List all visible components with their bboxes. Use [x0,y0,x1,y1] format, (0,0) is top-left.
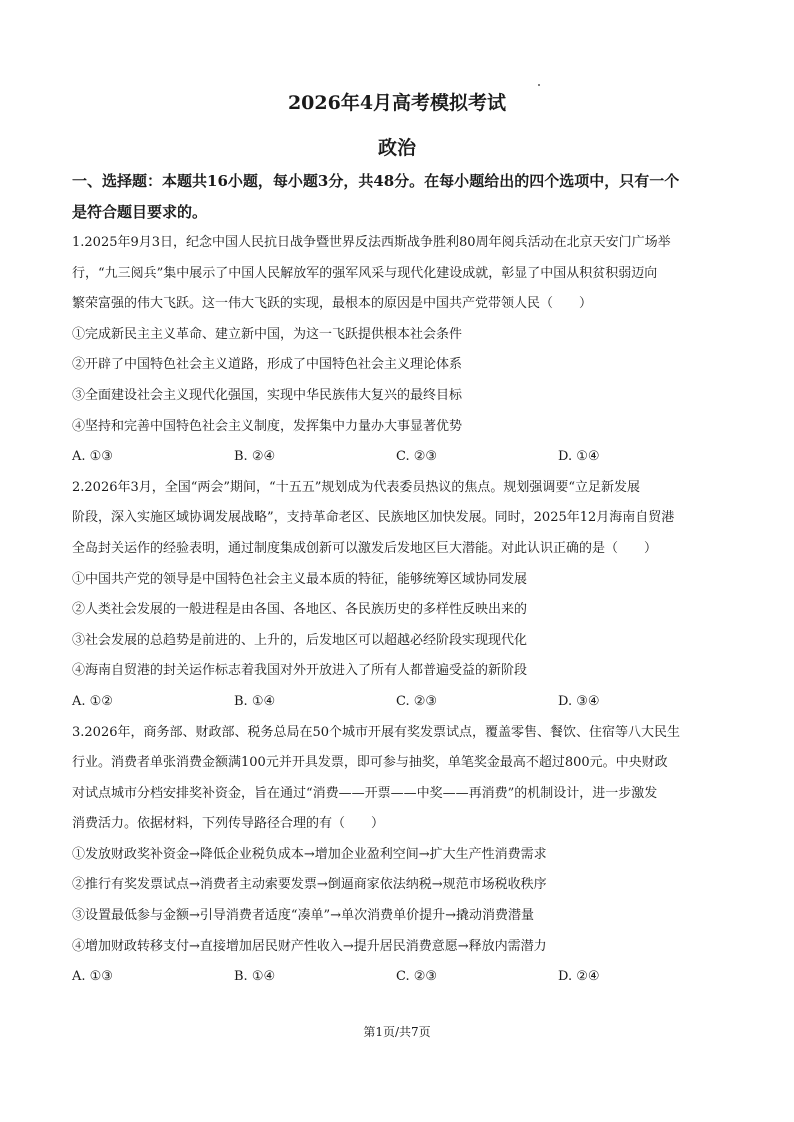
statement-3: ③设置最低参与金额→引导消费者适度“凑单”→单次消费单价提升→撬动消费潜量 [72,908,534,924]
subject-title: 政治 [377,137,416,159]
question-2 [72,473,754,718]
option-a: A. ①③ [72,969,113,985]
option-c: C. ②③ [396,693,438,709]
question-stem-line: 全岛封关运作的经验表明，通过制度集成创新可以激发后发地区巨大潜能。对此认识正确的是（ ） [72,540,658,556]
statement-2: ②人类社会发展的一般进程是由各国、各地区、各民族历史的多样性反映出来的 [72,602,528,618]
question-stem-line: 行，“九三阅兵”集中展示了中国人民解放军的强军风采与现代化建设成就，彰显了中国从积贫积弱迈向 [72,265,658,281]
option-b: B. ②④ [234,449,276,465]
section-heading [72,166,752,227]
option-a: A. ①③ [72,449,113,465]
question-stem-line: 1.2025年9月3日，纪念中国人民抗日战争暨世界反法西斯战争胜利80周年阅兵活动在北京天安门广场举 [72,235,671,250]
option-b: B. ①④ [234,693,276,709]
question-stem-line: 繁荣富强的伟大飞跃。这一伟大飞跃的实现，最根本的原因是中国共产党带领人民（ ） [72,296,593,312]
statement-4: ④坚持和完善中国特色社会主义制度，发挥集中力量办大事显著优势 [72,418,463,434]
question-stem-line: 对试点城市分档安排奖补资金，旨在通过“消费——开票——中奖——再消费”的机制设计，进一步激发 [72,785,658,801]
answer-options [72,442,754,473]
questions-list [72,228,754,993]
statement-3: ③全面建设社会主义现代化强国，实现中华民族伟大复兴的最终目标 [72,387,463,403]
statement-2: ②推行有奖发票试点→消费者主动索要发票→倒逼商家依法纳税→规范市场税收秩序 [72,877,547,893]
answer-options [72,687,754,718]
statement-2: ②开辟了中国特色社会主义道路，形成了中国特色社会主义理论体系 [72,357,463,373]
scan-speck [538,84,540,86]
option-d: D. ②④ [558,969,600,985]
option-d: D. ①④ [558,449,600,465]
page-title: 2026年4月高考模拟考试 [287,92,507,114]
option-a: A. ①② [72,693,113,709]
statement-4: ④海南自贸港的封关运作标志着我国对外开放进入了所有人都普遍受益的新阶段 [72,663,528,679]
question-3 [72,718,754,993]
question-stem-line: 行业。消费者单张消费金额满100元并开具发票，即可参与抽奖，单笔奖金最高不超过800元。中央财政 [72,755,668,771]
question-stem-line: 消费活力。依据材料，下列传导路径合理的有（ ） [72,816,385,832]
statement-4: ④增加财政转移支付→直接增加居民财产性收入→提升居民消费意愿→释放内需潜力 [72,938,547,954]
question-stem-line: 3.2026年，商务部、财政部、税务总局在50个城市开展有奖发票试点，覆盖零售、餐饮、住宿等八大民生 [72,724,681,740]
option-c: C. ②③ [396,449,438,465]
question-stem-line: 阶段，深入实施区域协调发展战略”，支持革命老区、民族地区加快发展。同时，2025年12月海南自贸港 [72,510,675,526]
statement-3: ③社会发展的总趋势是前进的、上升的，后发地区可以超越必经阶段实现现代化 [72,632,528,648]
answer-options [72,962,754,993]
option-d: D. ③④ [558,693,600,709]
statement-1: ①完成新民主主义革命、建立新中国，为这一飞跃提供根本社会条件 [72,326,463,342]
statement-1: ①发放财政奖补资金→降低企业税负成本→增加企业盈利空间→扩大生产性消费需求 [72,846,547,862]
option-c: C. ②③ [396,969,438,985]
section-heading-line-1: 一、选择题：本题共16小题，每小题3分，共48分。在每小题给出的四个选项中，只有一个 [72,172,680,190]
question-1 [72,228,754,473]
section-heading-line-2: 是符合题目要求的。 [72,202,208,221]
question-stem-line: 2.2026年3月，全国“两会”期间，“十五五”规划成为代表委员热议的焦点。规划强调要“立足新发展 [72,479,640,495]
statement-1: ①中国共产党的领导是中国特色社会主义最本质的特征，能够统筹区域协同发展 [72,571,528,587]
option-b: B. ①④ [234,969,276,985]
page-number: 第1页/共7页 [363,1025,431,1039]
